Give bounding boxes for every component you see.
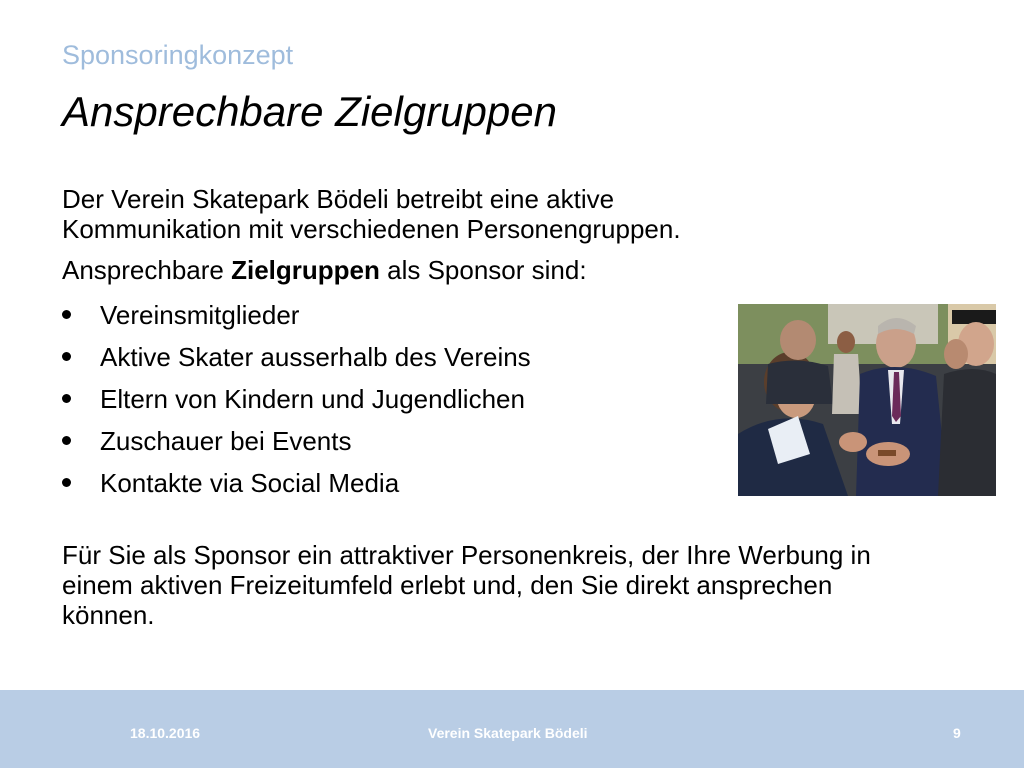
footer-bar xyxy=(0,690,1024,768)
intro-paragraph: Der Verein Skatepark Bödeli betreibt eine aktive Kommunikation mit verschiedenen Personengruppen. xyxy=(62,184,681,244)
target-prefix: Ansprechbare xyxy=(62,255,232,285)
bullet-icon xyxy=(62,436,71,445)
list-item-label: Aktive Skater ausserhalb des Vereins xyxy=(100,342,531,372)
list-item-label: Kontakte via Social Media xyxy=(100,468,400,498)
bullet-icon xyxy=(62,352,71,361)
bullet-icon xyxy=(62,478,71,487)
footer-date: 18.10.2016 xyxy=(130,725,201,741)
list-item-label: Vereinsmitglieder xyxy=(100,300,300,330)
slide-title: Ansprechbare Zielgruppen xyxy=(62,88,557,135)
target-suffix: als Sponsor sind: xyxy=(379,255,587,285)
footer-organization: Verein Skatepark Bödeli xyxy=(428,725,588,741)
slide-subtitle: Sponsoringkonzept xyxy=(62,40,294,70)
target-bold: Zielgruppen xyxy=(231,255,380,285)
group-photo xyxy=(738,304,996,496)
list-item-label: Zuschauer bei Events xyxy=(100,426,352,456)
closing-paragraph: Für Sie als Sponsor ein attraktiver Personenkreis, der Ihre Werbung in einem aktiven Freizeitumfeld erlebt und, den Sie direkt ansprechen können. xyxy=(62,540,871,630)
bullet-icon xyxy=(62,310,71,319)
page-number: 9 xyxy=(953,725,961,741)
target-groups-heading xyxy=(62,255,962,285)
bullet-icon xyxy=(62,394,71,403)
list-item-label: Eltern von Kindern und Jugendlichen xyxy=(100,384,525,414)
